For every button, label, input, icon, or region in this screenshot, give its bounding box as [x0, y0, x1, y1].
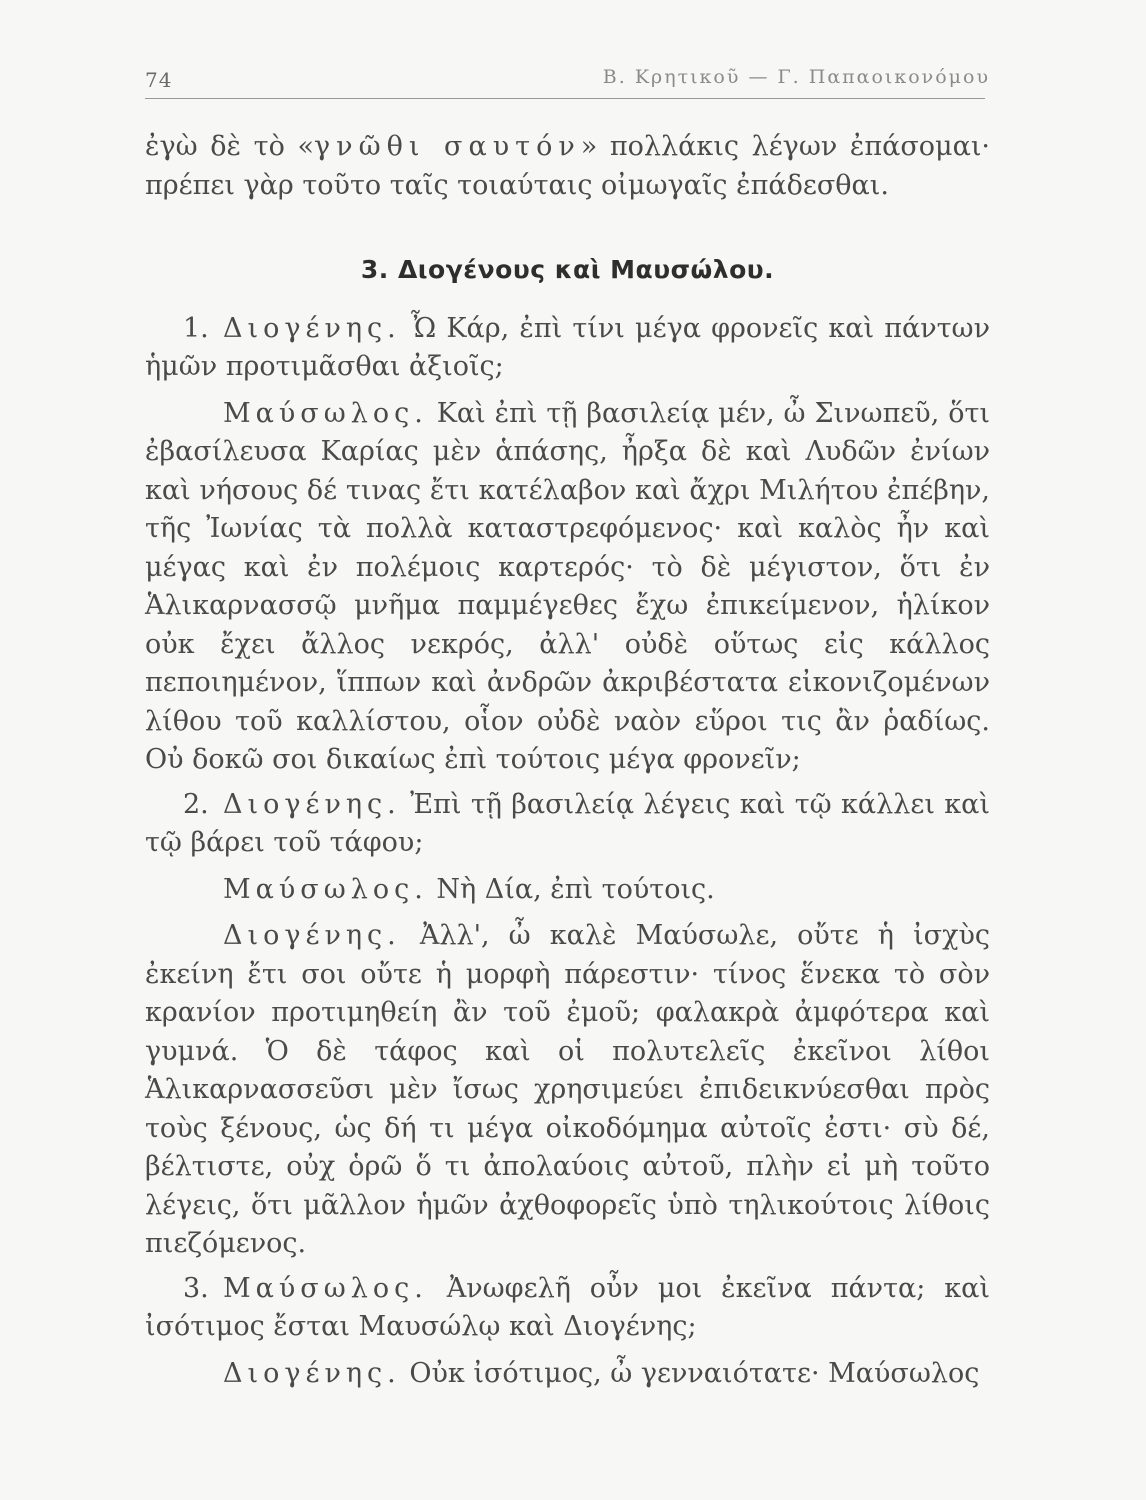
paragraph-number: 2. [183, 788, 209, 820]
paragraph-6 [145, 1270, 990, 1347]
paragraph-text: Καὶ ἐπὶ τῇ βασιλείᾳ μέν, ὦ Σινωπεῦ, ὅτι ἐβασίλευσα Καρίας μὲν ἁπάσης, ἦρξα δὲ καὶ Λυδῶν ἐνίων καὶ νήσους δέ τινας ἔτι κατέλαβον καὶ ἄχρι Μιλήτου ἐπέβην, τῆς Ἰωνίας τὰ πολλὰ καταστρεφόμενος· καὶ καλὸς ἦν καὶ μέγας καὶ ἐν πολέμοις καρτερός· τὸ δὲ μέγιστον, ὅτι ἐν Ἁλικαρνασσῷ μνῆμα παμμέγεθες ἔχω ἐπικείμενον, ἡλίκον οὐκ ἔχει ἄλλος νεκρός, ἀλλ' οὐδὲ οὕτως εἰς κάλλος πεποιημένον, ἵππων καὶ ἀνδρῶν ἀκριβέστατα εἰκονιζομένων λίθου τοῦ καλλίστου, οἷον οὐδὲ ναὸν εὕροι τις ἂν ῥαδίως. Οὐ δοκῶ σοι δικαίως ἐπὶ τούτοις μέγα φρονεῖν; [145, 397, 990, 775]
opening-paragraph [145, 128, 990, 205]
paragraph-1 [145, 310, 990, 387]
paragraph-text: Ὦ Κάρ, ἐπὶ τίνι μέγα φρονεῖς καὶ πάντων ἡμῶν προτιμᾶσθαι ἀξιοῖς; [145, 312, 990, 382]
paragraph-text: Οὐκ ἰσότιμος, ὦ γενναιότατε· Μαύσωλος [400, 1357, 980, 1389]
paragraph-text: Ἀλλ', ὦ καλὲ Μαύσωλε, οὔτε ἡ ἰσχὺς ἐκείνη ἔτι σοι οὔτε ἡ μορφὴ πάρεστιν· τίνος ἕνεκα τὸ σὸν κρανίον προτιμηθείη ἂν τοῦ ἐμοῦ; φαλακρὰ ἀμφότερα καὶ γυμνά. Ὁ δὲ τάφος καὶ οἱ πολυτελεῖς ἐκεῖνοι λίθοι Ἁλικαρνασσεῦσι μὲν ἴσως χρησιμεύει ἐπιδεικνύεσθαι πρὸς τοὺς ξένους, ὡς δή τι μέγα οἰκοδόμημα αὐτοῖς ἐστι· σὺ δέ, βέλτιστε, οὐχ ὁρῶ ὅ τι ἀπολαύοις αὐτοῦ, πλὴν εἰ μὴ τοῦτο λέγεις, ὅτι μᾶλλον ἡμῶν ἀχθοφορεῖς ὑπὸ τηλικούτοις λίθοις πιεζόμενος. [145, 920, 990, 1259]
body-text [145, 128, 990, 1393]
paragraph-3 [145, 786, 990, 863]
paragraph-2 [145, 395, 990, 780]
paragraph-number: 1. [183, 312, 209, 344]
speaker-name: Διογένης. [223, 312, 401, 344]
opening-text-before: ἐγὼ δὲ τὸ « [145, 131, 315, 162]
page-number: 74 [145, 68, 173, 92]
section-title: 3. Διογένους καὶ Μαυσώλου. [360, 255, 775, 284]
paragraph-text: Νὴ Δία, ἐπὶ τούτοις. [427, 873, 715, 905]
header-rule [145, 98, 985, 99]
speaker-name: Διογένης. [223, 1357, 401, 1389]
paragraph-text: Ἀνωφελῆ οὖν μοι ἐκεῖνα πάντα; καὶ ἰσότιμος ἔσται Μαυσώλῳ καὶ Διογένης; [145, 1272, 990, 1342]
running-head: Β. Κρητικοῦ — Γ. Παπαοικονόμου [602, 66, 990, 88]
speaker-name: Διογένης. [223, 920, 401, 951]
opening-spaced-phrase: γνῶθι σαυτόν [314, 131, 581, 162]
paragraph-5 [145, 917, 990, 1264]
speaker-name: Μαύσωλος. [223, 397, 428, 429]
paragraph-text: Ἐπὶ τῇ βασιλείᾳ λέγεις καὶ τῷ κάλλει καὶ τῷ βάρει τοῦ τάφου; [145, 788, 990, 858]
speaker-name: Μαύσωλος. [223, 873, 428, 905]
paragraph-7 [145, 1355, 990, 1394]
speaker-name: Μαύσωλος. [223, 1272, 428, 1304]
speaker-name: Διογένης. [223, 788, 401, 820]
paragraph-4 [145, 871, 990, 910]
paragraph-number: 3. [183, 1272, 209, 1304]
page-header [145, 56, 990, 96]
opening-text-after: » πολλάκις λέγων ἐπάσομαι· πρέπει γὰρ τοῦτο ταῖς τοιαύταις οἰμωγαῖς ἐπάδεσθαι. [145, 131, 990, 201]
